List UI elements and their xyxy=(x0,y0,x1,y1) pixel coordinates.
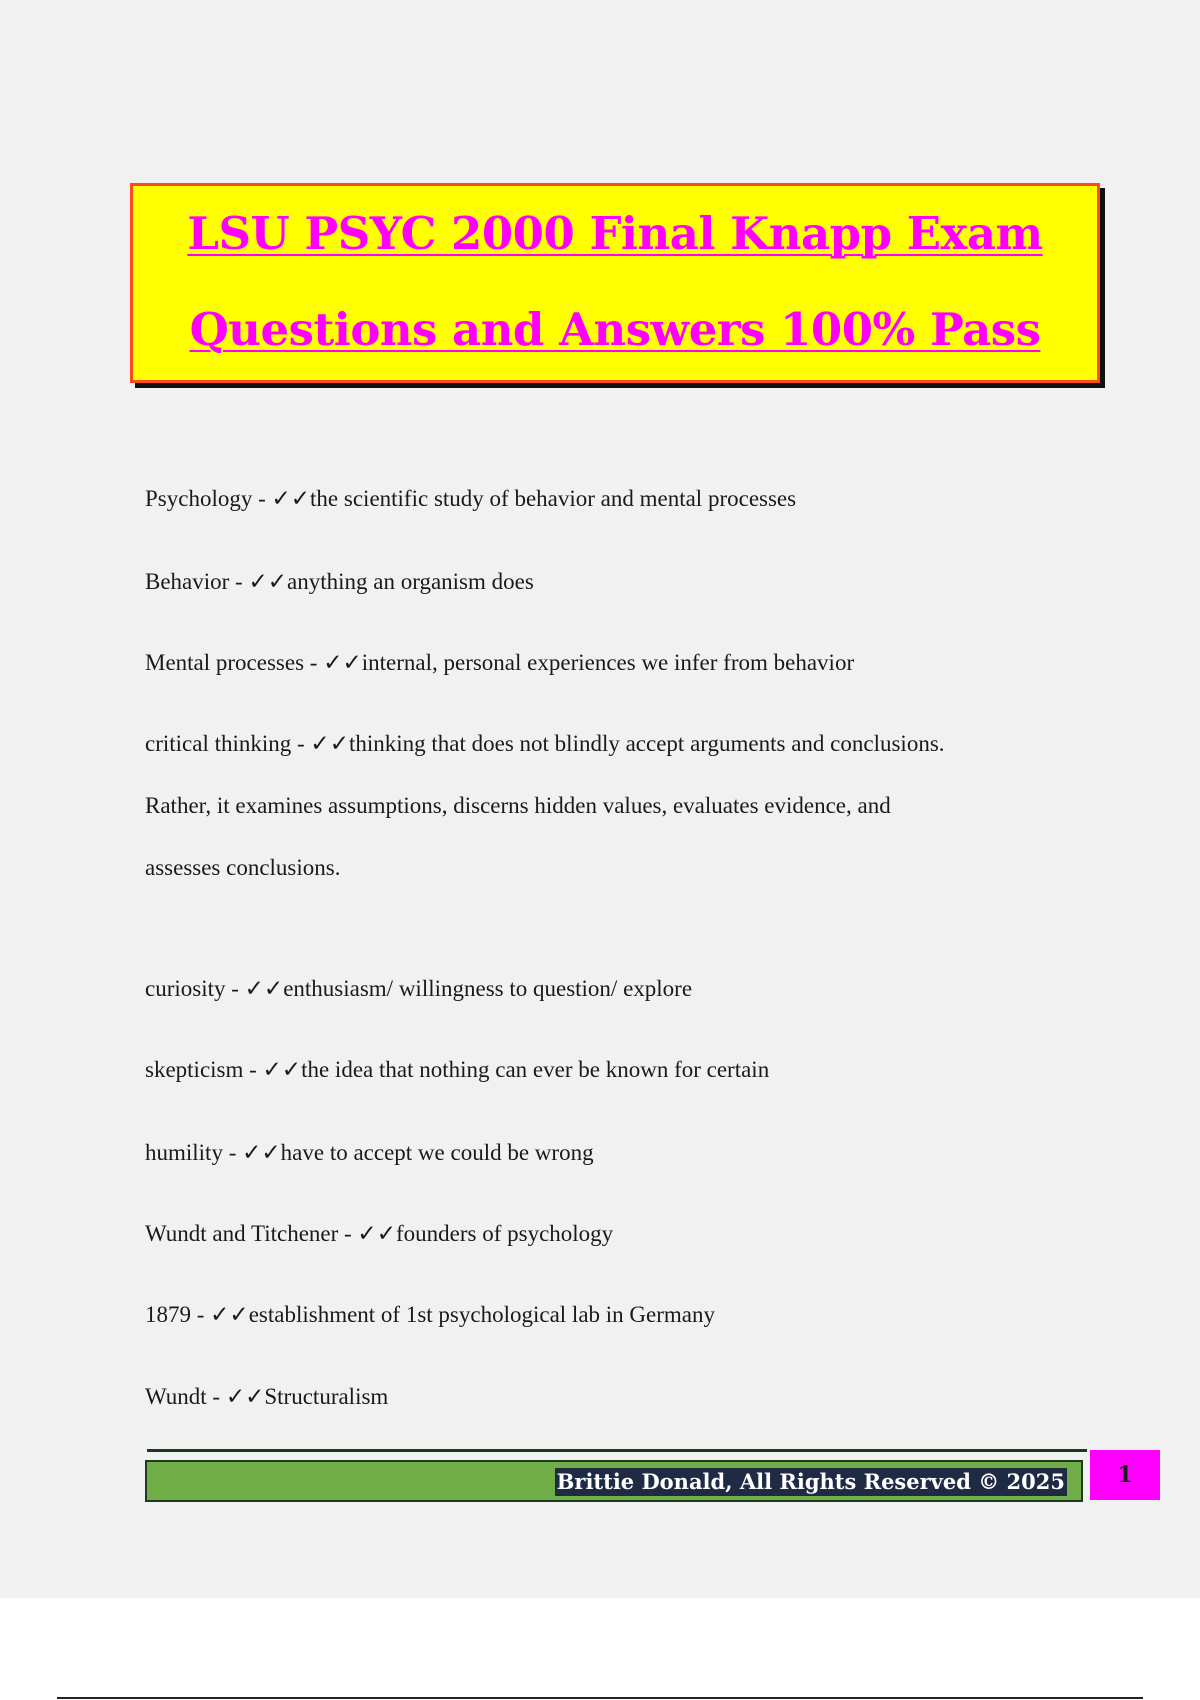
list-item xyxy=(145,1039,1085,1101)
title-line-2: Questions and Answers 100% Pass xyxy=(189,303,1041,356)
entry-text: curiosity - ✓✓enthusiasm/ willingness to question/ explore xyxy=(145,976,693,1001)
entry-text: Rather, it examines assumptions, discerns hidden values, evaluates evidence, and xyxy=(145,793,891,818)
list-item xyxy=(145,468,1085,530)
title-line-1: LSU PSYC 2000 Final Knapp Exam xyxy=(187,207,1043,260)
footer-bar xyxy=(145,1460,1083,1502)
list-item xyxy=(145,551,1085,613)
page-bottom-rule xyxy=(57,1697,1143,1699)
title-box xyxy=(130,183,1100,383)
entry-text: 1879 - ✓✓establishment of 1st psychological lab in Germany xyxy=(145,1302,715,1327)
entry-text: Wundt - ✓✓Structuralism xyxy=(145,1384,389,1409)
list-item xyxy=(145,632,1085,694)
page-number: 1 xyxy=(1090,1450,1160,1500)
entry-text: humility - ✓✓have to accept we could be wrong xyxy=(145,1140,594,1165)
entry-text: critical thinking - ✓✓thinking that does not blindly accept arguments and conclusions. xyxy=(145,731,945,756)
copyright-notice: Brittie Donald, All Rights Reserved © 2025 xyxy=(556,1469,1065,1494)
list-item xyxy=(145,1122,1085,1184)
entry-text: Behavior - ✓✓anything an organism does xyxy=(145,569,534,594)
list-item xyxy=(145,1203,1085,1265)
entry-text: Mental processes - ✓✓internal, personal experiences we infer from behavior xyxy=(145,650,855,675)
footer-divider xyxy=(147,1449,1087,1452)
entry-text: skepticism - ✓✓the idea that nothing can ever be known for certain xyxy=(145,1057,770,1082)
list-item xyxy=(145,958,1085,1020)
list-item xyxy=(145,1284,1085,1346)
entry-text: assesses conclusions. xyxy=(145,855,341,880)
list-item xyxy=(145,713,1085,899)
list-item xyxy=(145,1366,1085,1428)
entry-text: Wundt and Titchener - ✓✓founders of psychology xyxy=(145,1221,614,1246)
entry-text: Psychology - ✓✓the scientific study of behavior and mental processes xyxy=(145,486,797,511)
